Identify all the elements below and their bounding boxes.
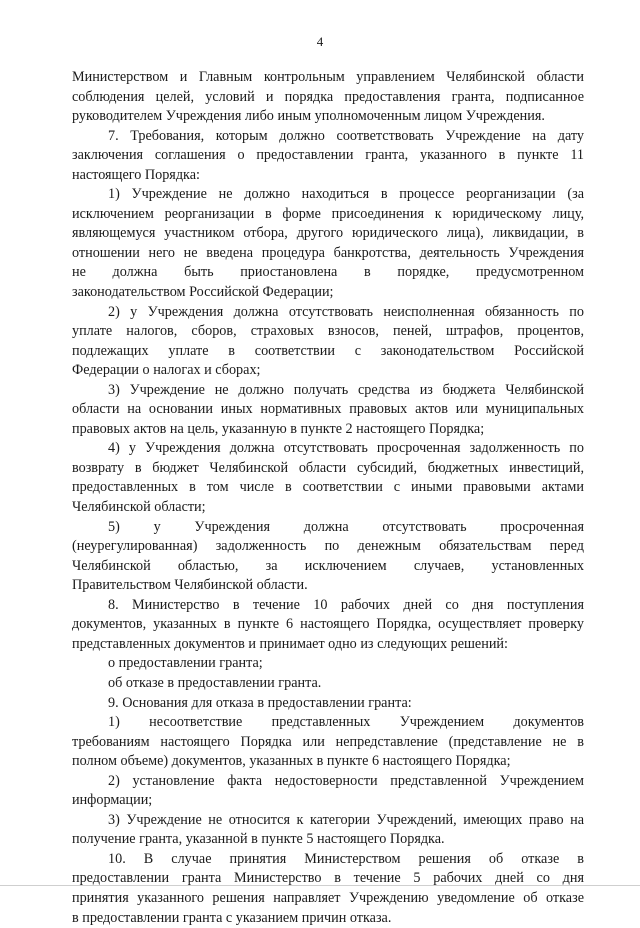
text-line: Федерации о налогах и сборах;: [72, 362, 261, 379]
page-number: 4: [316, 34, 324, 49]
text-line: предоставлении гранта Министерство в течение 5 рабочих дней со дня: [72, 870, 584, 887]
text-line: исключением реорганизации в форме присоединения к юридическому лицу,: [72, 205, 584, 222]
text-line: 2) установление факта недостоверности представленной Учреждением: [108, 772, 584, 789]
text-line: получение гранта, указанной в пункте 5 настоящего Порядка.: [72, 831, 445, 848]
text-line: области на основании иных нормативных правовых актов или муниципальных: [72, 401, 584, 418]
text-line: 8. Министерство в течение 10 рабочих дней со дня поступления: [108, 596, 584, 613]
text-line: отношении него не введена процедура банкротства, деятельность Учреждения: [72, 244, 584, 261]
text-line: подлежащих уплате в соответствии с законодательством Российской: [72, 342, 584, 359]
text-line: являющемуся участником отбора, другого юридического лица), ликвидации, в: [72, 225, 584, 242]
text-line: 4) у Учреждения должна отсутствовать просроченная задолженность по: [108, 440, 584, 457]
text-line: информации;: [72, 792, 153, 809]
text-line: правовых актов на цель, указанную в пункте 2 настоящего Порядка;: [72, 420, 485, 437]
text-line: Правительством Челябинской области.: [72, 577, 308, 594]
text-line: об отказе в предоставлении гранта.: [108, 674, 322, 691]
text-line: 2) у Учреждения должна отсутствовать неисполненная обязанность по: [108, 303, 584, 320]
text-line: заключения соглашения о предоставлении гранта, указанного в пункте 11: [72, 147, 584, 164]
text-line: уплате налогов, сборов, страховых взносов, пеней, штрафов, процентов,: [72, 323, 584, 340]
text-line: требованиям настоящего Порядка или непредставление (представление не в: [72, 733, 584, 750]
text-line: 3) Учреждение не относится к категории Учреждений, имеющих право на: [108, 811, 584, 828]
text-line: 1) Учреждение не должно находиться в процессе реорганизации (за: [108, 186, 584, 203]
text-line: (неурегулированная) задолженность по денежным обязательствам перед: [72, 538, 584, 555]
text-line: в предоставлении гранта с указанием причин отказа.: [72, 909, 392, 926]
text-line: 10. В случае принятия Министерством решения об отказе в: [108, 850, 584, 867]
text-line: 1) несоответствие представленных Учреждением документов: [108, 714, 584, 731]
text-line: настоящего Порядка:: [72, 166, 200, 183]
text-line: представленных документов и принимает одно из следующих решений:: [72, 635, 508, 652]
text-line: полном объеме) документов, указанных в пункте 6 настоящего Порядка;: [72, 753, 511, 770]
text-line: принятия указанного решения направляет Учреждению уведомление об отказе: [72, 889, 584, 906]
text-line: 7. Требования, которым должно соответствовать Учреждение на дату: [108, 127, 584, 144]
document-body: [72, 68, 584, 928]
text-line: документов, указанных в пункте 6 настоящего Порядка, осуществляет проверку: [72, 616, 584, 633]
text-line: Министерством и Главным контрольным управлением Челябинской области: [72, 69, 584, 85]
text-line: 9. Основания для отказа в предоставлении гранта:: [108, 694, 412, 711]
text-line: возврату в бюджет Челябинской области субсидий, бюджетных инвестиций,: [72, 459, 584, 476]
text-line: руководителем Учреждения либо иным уполномоченным лицом Учреждения.: [72, 108, 545, 125]
text-line: Челябинской областью, за исключением случаев, установленных: [72, 557, 584, 574]
text-line: не должна быть приостановлена в порядке, предусмотренном: [72, 264, 584, 281]
text-line: 3) Учреждение не должно получать средства из бюджета Челябинской: [108, 381, 584, 398]
text-line: 5) у Учреждения должна отсутствовать просроченная: [108, 518, 584, 535]
text-line: законодательством Российской Федерации;: [72, 284, 334, 301]
text-line: Челябинской области;: [72, 499, 206, 516]
text-line: о предоставлении гранта;: [108, 655, 263, 672]
text-line: соблюдения целей, условий и порядка предоставления гранта, подписанное: [72, 88, 584, 105]
text-line: предоставленных в том числе в соответствии с иными правовыми актами: [72, 479, 584, 496]
page-bottom-rule: [0, 885, 640, 886]
